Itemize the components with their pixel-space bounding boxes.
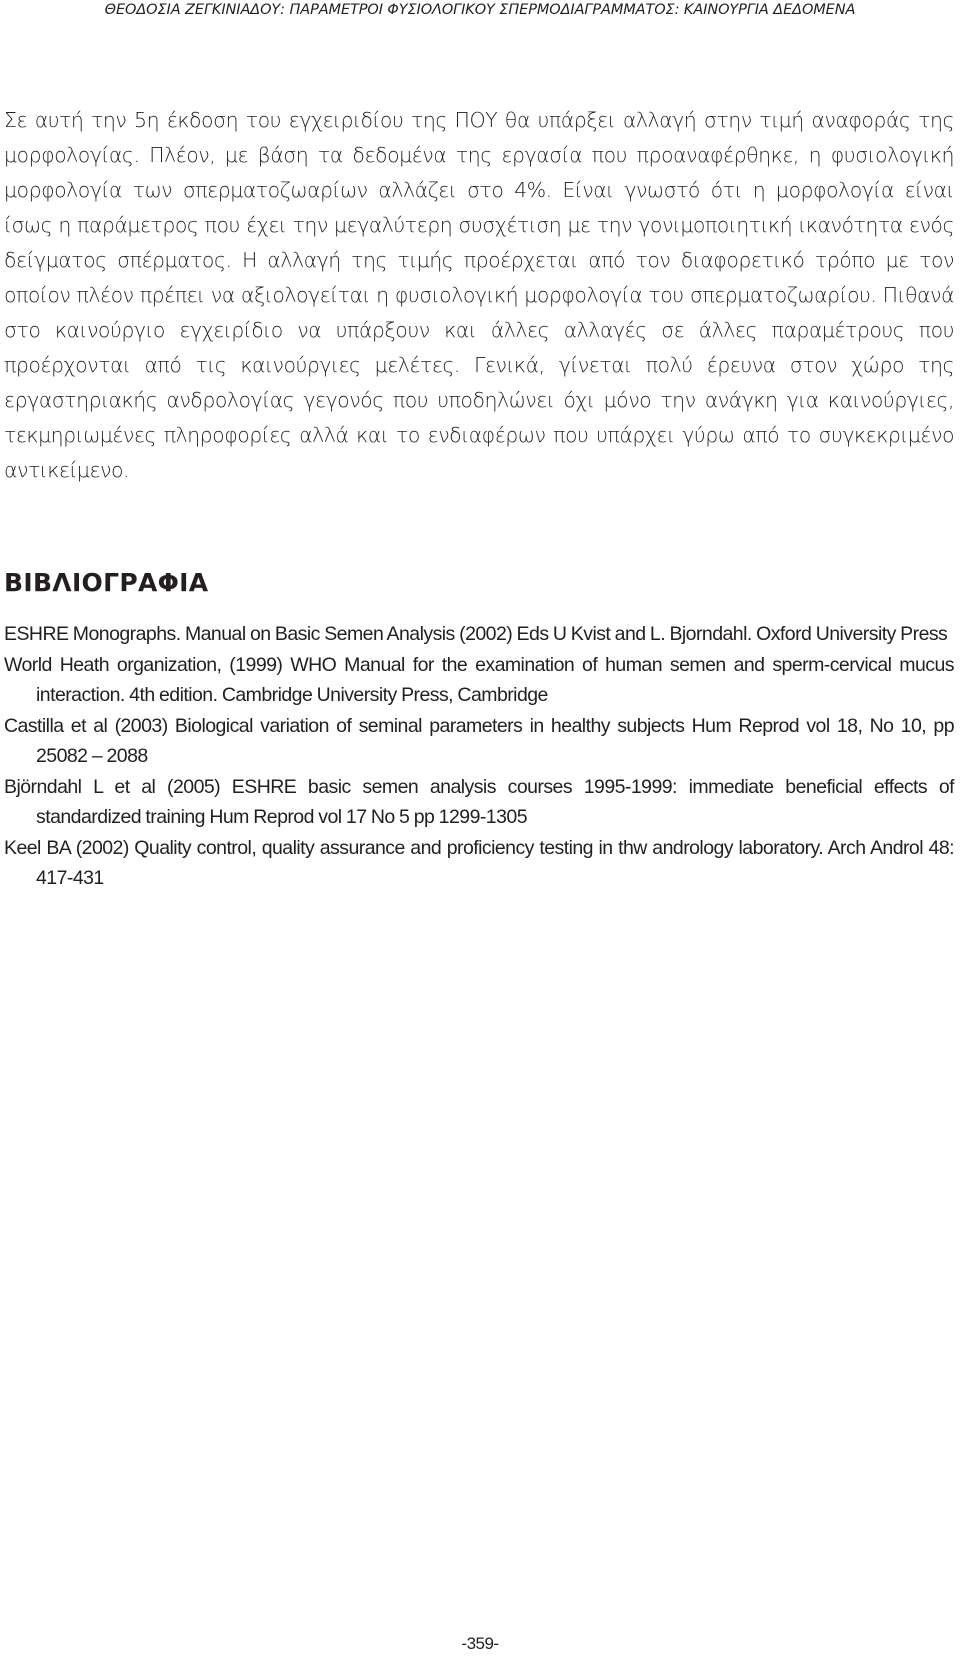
- reference-item: ESHRE Monographs. Manual on Basic Semen Analysis (2002) Eds U Kvist and L. Bjorndahl. Oxford University Press: [4, 623, 948, 645]
- running-header: ΘΕΟΔΟΣΙΑ ΖΕΓΚΙΝΙΑΔΟΥ: ΠΑΡΑΜΕΤΡΟΙ ΦΥΣΙΟΛΟΓΙΚΟΥ ΣΠΕΡΜΟΔΙΑΓΡΑΜΜΑΤΟΣ: ΚΑΙΝΟΥΡΓΙΑ ΔΕΔΟΜΕΝΑ: [104, 2, 856, 18]
- page-number: -359-: [461, 1634, 499, 1653]
- reference-list: [4, 619, 954, 894]
- reference-item: World Heath organization, (1999) WHO Manual for the examination of human semen and sperm-cervical mucus interaction. 4th edition. Cambridge University Press, Cambridge: [4, 653, 954, 706]
- bibliography-heading: ΒΙΒΛΙΟΓΡΑΦΙΑ: [4, 568, 209, 597]
- reference-item: Björndahl L et al (2005) ESHRE basic semen analysis courses 1995-1999: immediate beneficial effects of standardized training Hum Reprod vol 17 No 5 pp 1299-1305: [4, 775, 954, 828]
- reference-item: Castilla et al (2003) Biological variation of seminal parameters in healthy subjects Hum Reprod vol 18, No 10, pp 25082 – 2088: [4, 714, 954, 767]
- body-paragraph: Σε αυτή την 5η έκδοση του εγχειριδίου της ΠΟΥ θα υπάρξει αλλαγή στην τιμή αναφοράς της μορφολογίας. Πλέον, με βάση τα δεδομένα της εργασία που προαναφέρθηκε, η φυσιολογική μορφολογία των σπερματοζωαρίων αλλάζει στο 4%. Είναι γνωστό ότι η μορφολογία είναι ίσως η παράμετρος που έχει την μεγαλύτερη συσχέτιση με την γονιμοποιητική ικανότητα ενός δείγματος σπέρματος. Η αλλαγή της τιμής προέρχεται από τον διαφορετικό τρόπο με τον οποίον πλέον πρέπει να αξιολογείται η φυσιολογική μορφολογία του σπερματοζωαρίου. Πιθανά στο καινούργιο εγχειρίδιο να υπάρξουν και άλλες αλλαγές σε άλλες παραμέτρους που προέρχονται από τις καινούργιες μελέτες. Γενικά, γίνεται πολύ έρευνα στον χώρο της εργαστηριακής ανδρολογίας γεγονός που υποδηλώνει όχι μόνο την ανάγκη για καινούργιες, τεκμηριωμένες πληροφορίες αλλά και το ενδιαφέρων που υπάρχει γύρω από το συγκεκριμένο αντικείμενο.: [4, 108, 954, 482]
- reference-item: Keel BA (2002) Quality control, quality assurance and proficiency testing in thw andrology laboratory. Arch Androl 48: 417-431: [4, 836, 954, 889]
